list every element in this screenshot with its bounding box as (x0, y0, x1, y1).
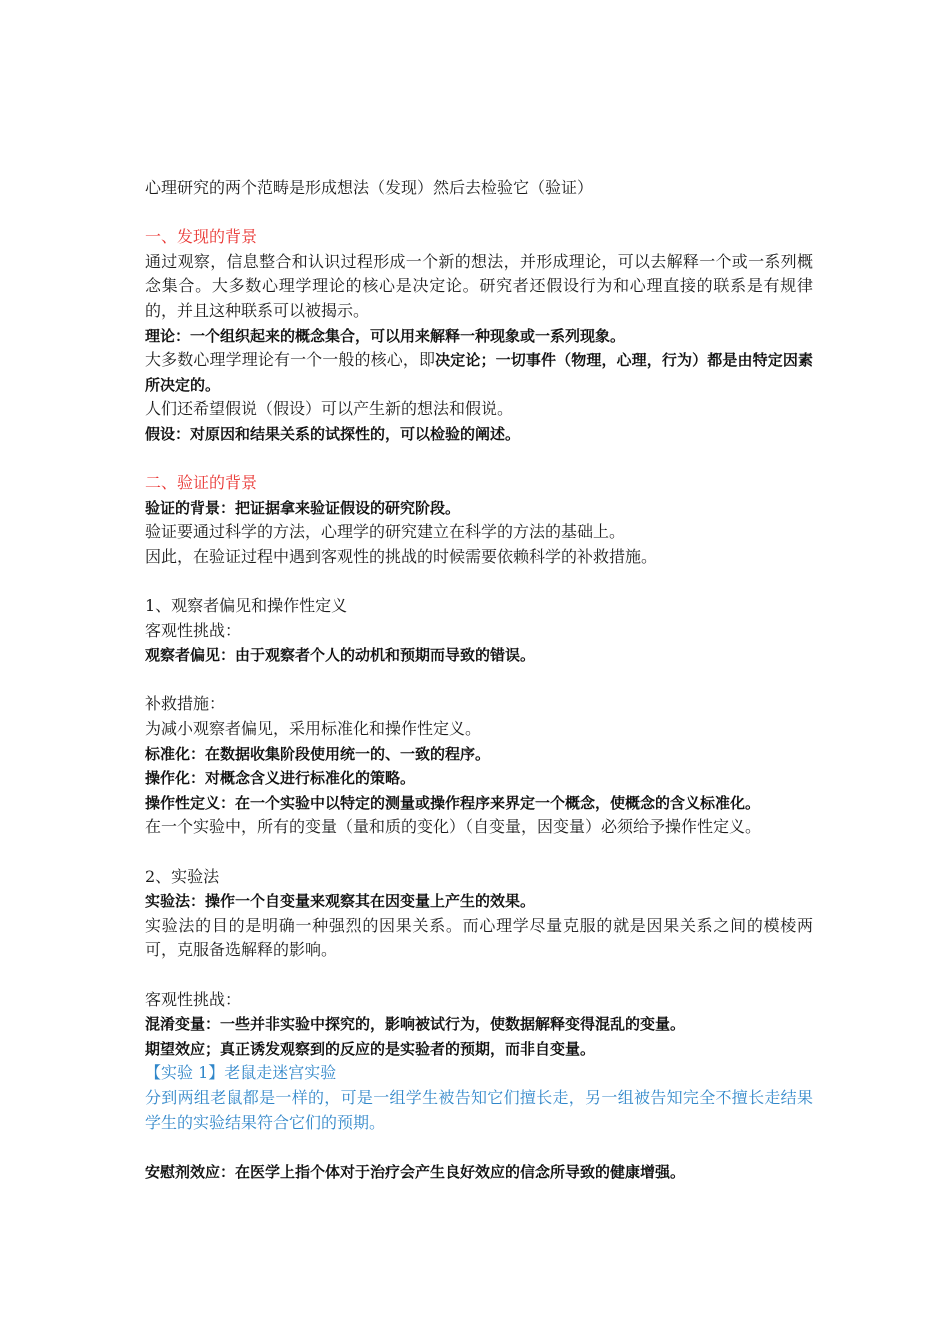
standardization-definition: 标准化：在数据收集阶段使用统一的、一致的程序。 (145, 744, 491, 763)
experiment-purpose: 实验法的目的是明确一种强烈的因果关系。而心理学尽量克服的就是因果关系之间的模棱两可，克服备选解释的影响。 (145, 915, 813, 960)
experiment1-text: 分到两组老鼠都是一样的，可是一组学生被告知它们擅长走，另一组被告知完全不擅长走结果学生的实验结果符合它们的预期。 (145, 1087, 813, 1132)
section1-heading: 一、发现的背景 (145, 227, 258, 247)
intro-line: 心理研究的两个范畴是形成想法（发现）然后去检验它（验证） (145, 178, 594, 197)
hypothesis-intro: 人们还希望假说（假设）可以产生新的想法和假说。 (145, 399, 514, 419)
determinism-plain: 大多数心理学理论有一个一般的核心，即 (145, 350, 436, 370)
sub2-challenge-label: 客观性挑战： (145, 989, 242, 1009)
determinism-bold: 决定论；一切事件（物理，心理，行为）都是由特定因素所决定的。 (145, 351, 813, 394)
theory-definition: 理论：一个组织起来的概念集合，可以用来解释一种现象或一系列现象。 (145, 326, 626, 345)
operational-definition: 操作性定义：在一个实验中以特定的测量或操作程序来界定一个概念，使概念的含义标准化。 (145, 793, 761, 812)
observer-bias-definition: 观察者偏见：由于观察者个人的动机和预期而导致的错误。 (145, 646, 536, 665)
sub1-challenge-label: 客观性挑战： (145, 620, 242, 640)
verify-definition: 验证的背景：把证据拿来验证假设的研究阶段。 (145, 498, 461, 517)
verify-paragraph-1: 验证要通过科学的方法，心理学的研究建立在科学的方法的基础上。 (145, 522, 626, 542)
remedy-text: 为减小观察者偏见，采用标准化和操作性定义。 (145, 719, 482, 739)
determinism-paragraph (145, 348, 813, 397)
verify-paragraph-2: 因此，在验证过程中遇到客观性的挑战的时候需要依赖科学的补救措施。 (145, 546, 658, 566)
spacer (145, 668, 813, 693)
section1-paragraph: 通过观察，信息整合和认识过程形成一个新的想法，并形成理论，可以去解释一个或一系列概念集合。大多数心理学理论的核心是决定论。研究者还假设行为和心理直接的联系是有规律的，并且这种联系可以被揭示。 (145, 251, 813, 320)
sub1-heading: 1、观察者偏见和操作性定义 (145, 596, 348, 616)
spacer (145, 570, 813, 595)
variables-text: 在一个实验中，所有的变量（量和质的变化）（自变量，因变量）必须给予操作性定义。 (145, 817, 762, 837)
sub2-heading: 2、实验法 (145, 866, 220, 886)
section2-heading: 二、验证的背景 (145, 473, 258, 493)
spacer (145, 201, 813, 226)
document-body (145, 176, 813, 1184)
expectancy-definition: 期望效应；真正诱发观察到的反应的是实验者的预期，而非自变量。 (145, 1039, 596, 1058)
spacer (145, 1135, 813, 1160)
operationalization-definition: 操作化：对概念含义进行标准化的策略。 (145, 769, 416, 788)
remedy-label: 补救措施： (145, 694, 226, 714)
experiment-definition: 实验法：操作一个自变量来观察其在因变量上产生的效果。 (145, 892, 536, 911)
spacer (145, 447, 813, 472)
placebo-definition: 安慰剂效应：在医学上指个体对于治疗会产生良好效应的信念所导致的健康增强。 (145, 1162, 686, 1181)
spacer (145, 963, 813, 988)
spacer (145, 840, 813, 865)
confound-definition: 混淆变量：一些并非实验中探究的，影响被试行为，使数据解释变得混乱的变量。 (145, 1015, 686, 1034)
experiment1-title: 【实验 1】老鼠走迷宫实验 (145, 1063, 337, 1083)
hypothesis-definition: 假设：对原因和结果关系的试探性的，可以检验的阐述。 (145, 424, 521, 443)
